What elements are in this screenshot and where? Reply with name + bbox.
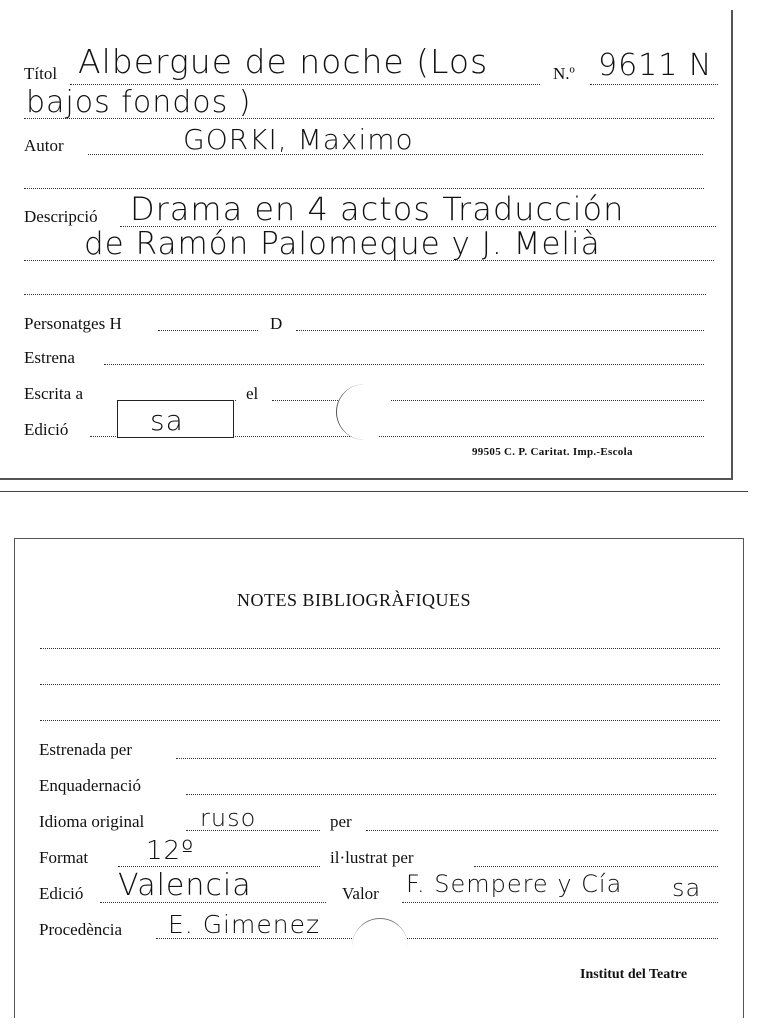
title-value-line1: Albergue de noche (Los — [78, 42, 489, 81]
original-language-value: ruso — [200, 804, 257, 832]
written-date-label: el — [246, 384, 259, 403]
author-label: Autor — [24, 136, 64, 155]
card-separator — [0, 491, 748, 492]
card-top-edge — [14, 538, 744, 539]
institution-footer: Institut del Teatre — [580, 967, 688, 982]
characters-h-line — [158, 330, 258, 331]
format-value: 12º — [146, 836, 195, 866]
description-value-line1: Drama en 4 actos Traducción — [130, 190, 625, 228]
premiered-by-line — [176, 758, 716, 759]
punch-hole — [336, 384, 393, 440]
provenance-value: E. Gimenez — [168, 910, 321, 939]
author-line-2 — [24, 188, 704, 189]
punch-hole-2 — [352, 918, 408, 975]
illustrated-by-line — [474, 866, 718, 867]
translated-by-line — [366, 830, 718, 831]
premiered-by-label: Estrenada per — [39, 740, 132, 759]
number-value: 9611 N — [598, 48, 713, 83]
description-label: Descripció — [24, 207, 98, 226]
characters-d-label: D — [270, 314, 283, 333]
premiere-label: Estrena — [24, 348, 75, 367]
card-right-edge-2 — [743, 538, 744, 1018]
printer-text: 99505 C. P. Caritat. Imp.-Escola — [472, 446, 633, 458]
edition-place-value: Valencia — [118, 868, 252, 903]
written-date-line — [272, 400, 704, 401]
title-value-line2: bajos fondos ) — [26, 85, 252, 120]
card-right-edge — [731, 10, 733, 480]
edition-place-label: Edició — [39, 884, 84, 903]
description-value-line2: de Ramón Palomeque y J. Melià — [84, 226, 601, 262]
catalog-card-front — [0, 0, 759, 490]
notes-line-2 — [40, 684, 720, 685]
notes-line-3 — [40, 720, 720, 721]
notes-line-1 — [40, 648, 720, 649]
premiere-line — [104, 364, 704, 365]
format-label: Format — [39, 848, 89, 867]
value-suffix: sa — [672, 874, 702, 902]
translated-by-label: per — [330, 812, 352, 831]
edition-label: Edició — [24, 420, 69, 439]
edition-value: sa — [150, 404, 184, 437]
description-line-3 — [24, 294, 706, 295]
value-line — [402, 902, 718, 903]
characters-label: Personatges H — [24, 314, 122, 333]
format-line — [118, 866, 320, 867]
provenance-label: Procedència — [39, 920, 123, 939]
value-publisher: F. Sempere y Cía — [406, 870, 623, 898]
number-label: N.º — [553, 64, 575, 83]
catalog-card-back — [0, 530, 759, 1028]
value-label: Valor — [342, 884, 379, 903]
title-label: Títol — [24, 64, 58, 83]
number-line — [590, 84, 718, 85]
author-value: GORKI, Maximo — [183, 123, 414, 156]
illustrated-by-label: il·lustrat per — [330, 848, 414, 867]
original-language-label: Idioma original — [39, 812, 145, 831]
card-bottom-edge — [0, 478, 732, 480]
binding-label: Enquadernació — [39, 776, 141, 795]
bibliographic-heading: NOTES BIBLIOGRÀFIQUES — [237, 590, 472, 610]
binding-line — [186, 794, 716, 795]
card-left-edge — [14, 538, 15, 1018]
characters-d-line — [296, 330, 704, 331]
written-label: Escrita a — [24, 384, 83, 403]
